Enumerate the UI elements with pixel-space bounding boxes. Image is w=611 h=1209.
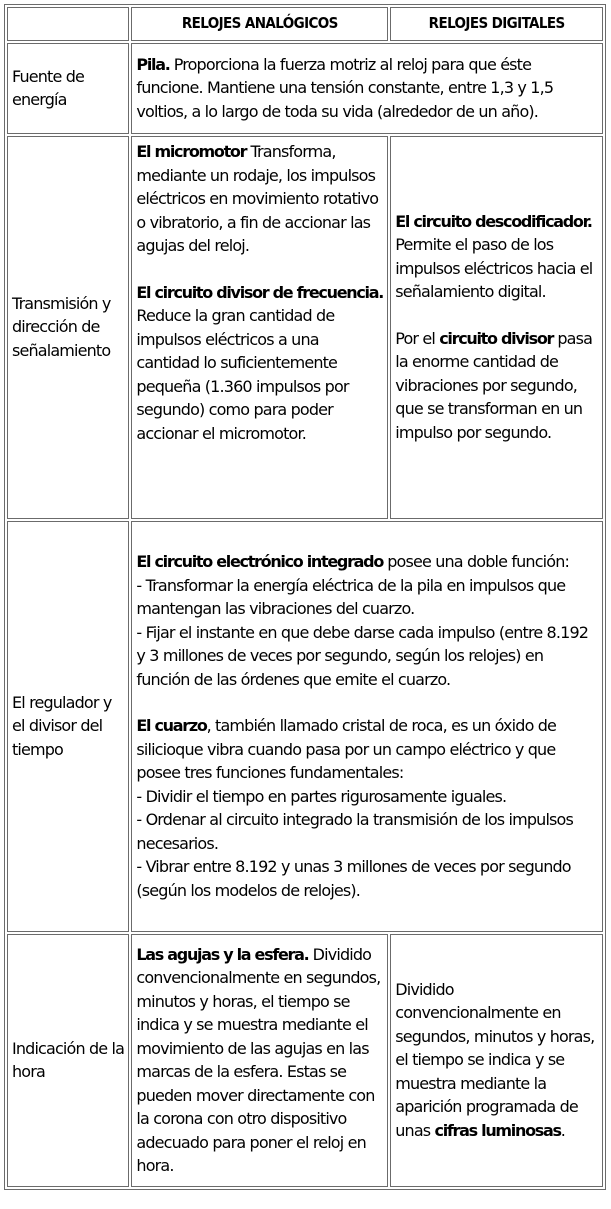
hands-dial-term: Las agujas y la esfera. — [136, 944, 309, 964]
decoder-text: Permite el paso de los impulsos eléctricos hacia el señalamiento digital. — [395, 235, 593, 302]
row-indication — [7, 934, 603, 1187]
header-row — [7, 7, 603, 41]
header-empty-cell — [7, 7, 129, 41]
paragraph-gap — [395, 304, 598, 327]
integrated-circuit-item-1: - Transformar la energía eléctrica de la pila en impulsos que mantengan las vibraciones del cuarzo. — [136, 575, 566, 618]
paragraph-gap — [136, 258, 383, 281]
divider-text: pasa la enorme cantidad de vibraciones por segundo, que se transforman en un impulso por segundo. — [395, 328, 593, 442]
decoder-paragraph — [395, 210, 598, 304]
divider-paragraph — [395, 327, 598, 445]
integrated-circuit-term: El circuito electrónico integrado — [136, 552, 384, 571]
transmission-analog-cell — [131, 136, 388, 519]
frequency-divider-text: Reduce la gran cantidad de impulsos eléctricos a una cantidad lo suficientemente pequeña (1.360 impulsos por segundo) como para poder accionar el micromotor. — [136, 306, 349, 443]
divider-pre: Por el — [395, 328, 440, 348]
hands-dial-text: Dividido convencionalmente en segundos, minutos y horas, el tiempo se indica y se muestra mediante el movimiento de las agujas en las marcas de la esfera. Estas se pueden mover directamente con la corona con otro dispositivo adecuado para poner el reloj en hora. — [136, 944, 381, 1175]
quartz-intro — [136, 714, 598, 785]
row-label-regulator: El regulador y el divisor del tiempo — [7, 521, 129, 932]
row-label-indication: Indicación de la hora — [7, 934, 129, 1187]
row-regulator — [7, 521, 603, 932]
luminous-digits-term: cifras luminosas — [434, 1120, 561, 1140]
quartz-item-1: - Dividir el tiempo en partes rigurosamente iguales. — [136, 786, 507, 806]
digital-indication-end: . — [560, 1120, 565, 1140]
micromotor-paragraph — [136, 140, 383, 258]
row-energy-source — [7, 43, 603, 134]
micromotor-term: El micromotor — [136, 142, 247, 161]
energy-bold-term: Pila. — [136, 54, 170, 74]
quartz-item-3: - Vibrar entre 8.192 y unas 3 millones de veces por segundo (según los modelos de relojes). — [136, 857, 571, 900]
energy-text: Proporciona la fuerza motriz al reloj para que éste funcione. Mantiene una tensión constante, entre 1,3 y 1,5 voltios, a lo largo de toda su vida (alrededor de un año). — [136, 54, 554, 121]
integrated-circuit-item-2: - Fijar el instante en que debe darse cada impulso (entre 8.192 y 3 millones de veces por segundo, según los relojes) en función de las órdenes que emite el cuarzo. — [136, 622, 589, 689]
paragraph-gap — [136, 691, 598, 714]
indication-digital-cell — [390, 934, 603, 1187]
row-label-energy: Fuente de energía — [7, 43, 129, 134]
row-label-transmission: Transmisión y dirección de señalamiento — [7, 136, 129, 519]
energy-description — [131, 43, 603, 134]
regulator-cell — [131, 521, 603, 932]
indication-analog-cell — [131, 934, 388, 1187]
transmission-digital-cell — [390, 136, 603, 519]
header-analog: RELOJES ANALÓGICOS — [131, 7, 388, 41]
header-digital: RELOJES DIGITALES — [390, 7, 603, 41]
quartz-item-2: - Ordenar al circuito integrado la transmisión de los impulsos necesarios. — [136, 810, 573, 853]
row-transmission — [7, 136, 603, 519]
decoder-term: El circuito descodificador. — [395, 211, 592, 231]
integrated-circuit-intro — [136, 550, 598, 574]
integrated-circuit-text: posee una doble función: — [383, 552, 570, 571]
quartz-text: , también llamado cristal de roca, es un óxido de silicioque vibra cuando pasa por un campo eléctrico y que posee tres funciones fundamentales: — [136, 716, 557, 782]
frequency-divider-paragraph — [136, 281, 383, 446]
frequency-divider-term: El circuito divisor de frecuencia. — [136, 282, 383, 302]
digital-indication-text: Dividido convencionalmente en segundos, minutos y horas, el tiempo se indica y se muestra mediante la aparición programada de unas — [395, 979, 595, 1140]
comparison-table — [4, 4, 606, 1190]
quartz-term: El cuarzo — [136, 716, 207, 735]
micromotor-text: Transforma, mediante un rodaje, los impulsos eléctricos en movimiento rotativo o vibratorio, a fin de accionar las agujas del reloj. — [136, 142, 379, 255]
divider-term: circuito divisor — [439, 328, 554, 348]
